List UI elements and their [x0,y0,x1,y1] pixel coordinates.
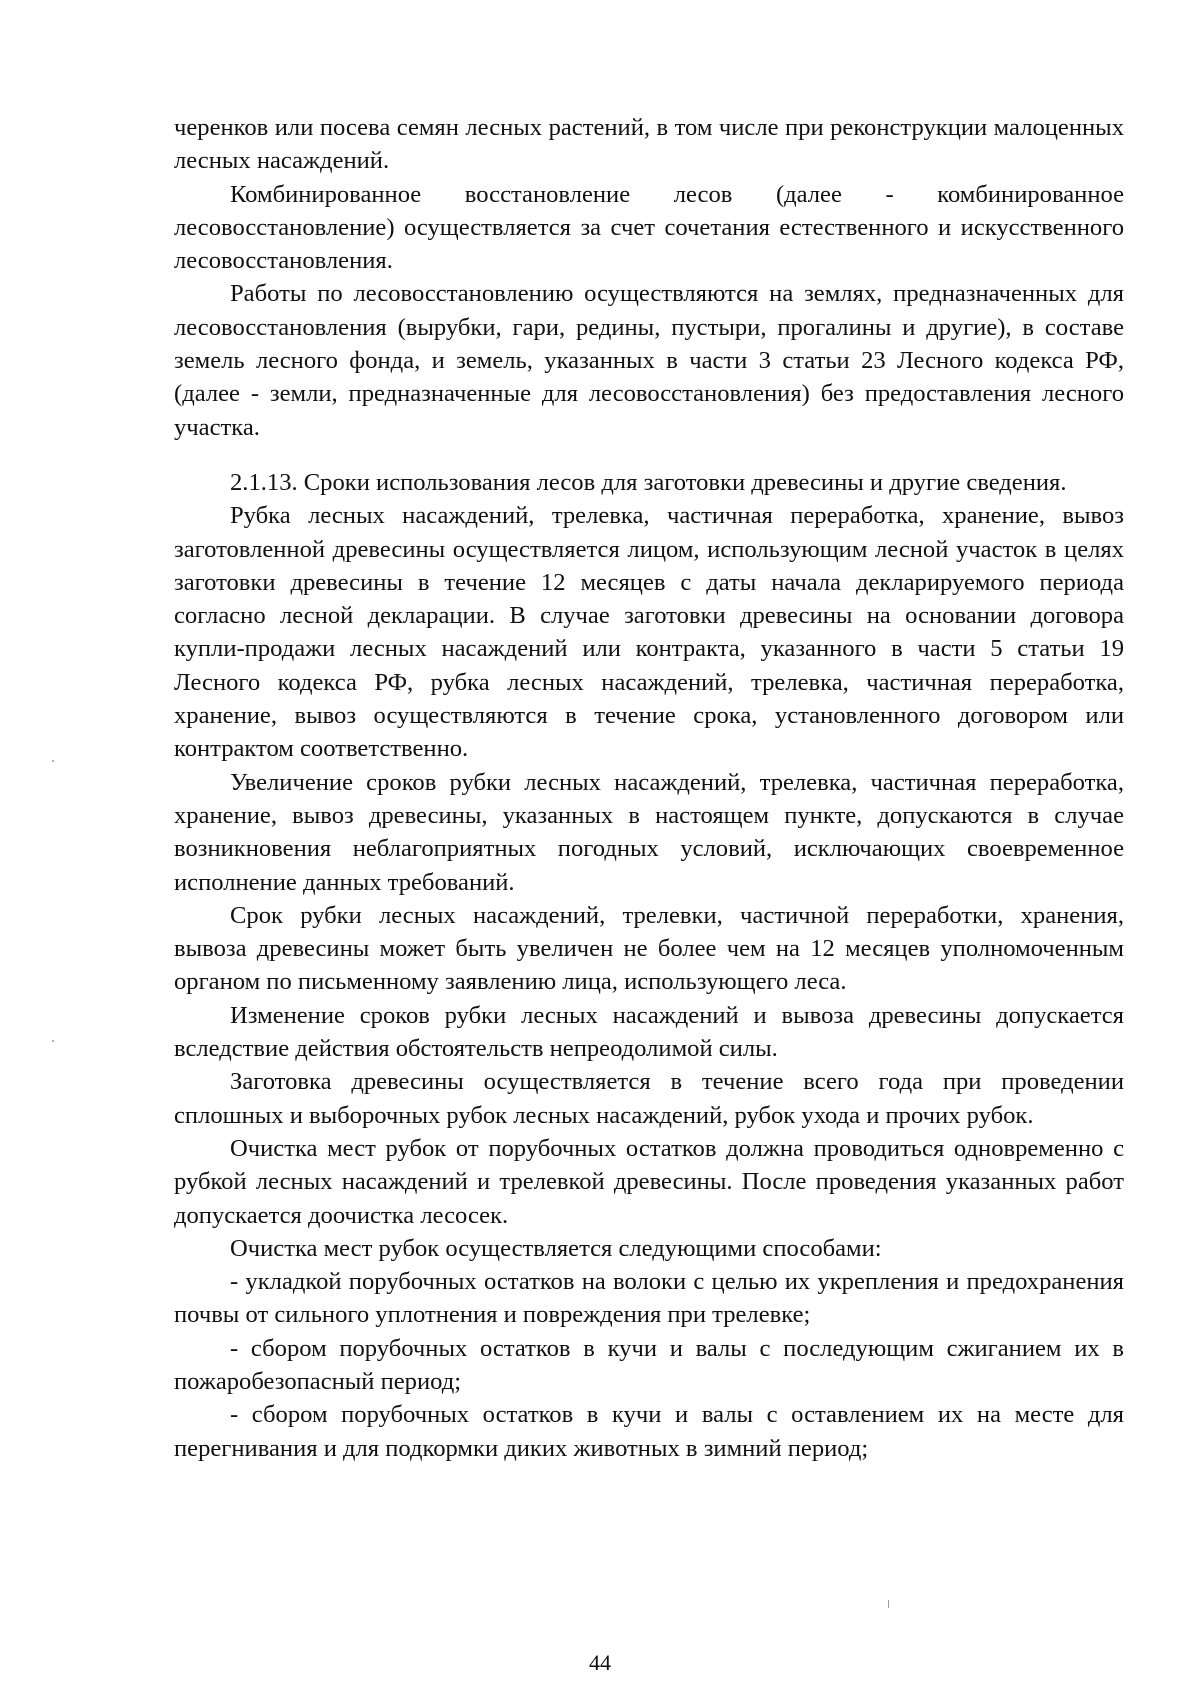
scan-speck [52,760,54,762]
list-item-method-3: - сбором порубочных остатков в кучи и валы с оставлением их на месте для перегнивания и для подкормки диких животных в зимний период; [174,1401,1124,1462]
list-item-method-1: - укладкой порубочных остатков на волоки с целью их укрепления и предохранения почвы от сильного уплотнения и повреждения при трелевке; [174,1268,1124,1329]
paragraph-combined-reforestation: Комбинированное восстановление лесов (далее - комбинированное лесовосстановление) осуществляется за счет сочетания естественного и искусственного лесовосстановления. [174,180,1124,275]
scan-speck [888,1600,889,1608]
scan-speck [52,1040,54,1042]
list-item-method-2: - сбором порубочных остатков в кучи и валы с последующим сжиганием их в пожаробезопасный период; [174,1334,1124,1395]
paragraph-force-majeure: Изменение сроков рубки лесных насаждений и вывоза древесины допускается вследствие действия обстоятельств непреодолимой силы. [174,1001,1124,1063]
paragraph-term-extension: Срок рубки лесных насаждений, трелевки, частичной переработки, хранения, вывоза древесины может быть увеличен не более чем на 12 месяцев уполномоченным органом по письменному заявлению лица, использующего леса. [174,901,1124,996]
section-heading-2-1-13: 2.1.13. Сроки использования лесов для заготовки древесины и другие сведения. [230,468,1067,496]
paragraph-continuation: черенков или посева семян лесных растений, в том числе при реконструкции малоценных лесных насаждений. [174,114,1124,175]
paragraph-reforestation-works: Работы по лесовосстановлению осуществляются на землях, предназначенных для лесовосстановления (вырубки, гари, редины, пустыри, прогалины и другие), в составе земель лесного фонда, и земель, указанных в части 3 статьи 23 Лесного кодекса РФ, (далее - земли, предназначенные для лесовосстановления) без предоставления лесного участка. [174,280,1124,441]
paragraph-term-increase: Увеличение сроков рубки лесных насаждений, трелевка, частичная переработка, хранение, вывоз древесины, указанных в настоящем пункте, допускаются в случае возникновения неблагоприятных погодных условий, исключающих своевременное исполнение данных требований. [174,768,1124,896]
page-number: 44 [589,1650,611,1675]
document-body [174,111,1124,1465]
paragraph-logging-terms: Рубка лесных насаждений, трелевка, частичная переработка, хранение, вывоз заготовленной древесины осуществляется лицом, использующим лесной участок в целях заготовки древесины в течение 12 месяцев с даты начала декларируемого периода согласно лесной декларации. В случае заготовки древесины на основании договора купли-продажи лесных насаждений или контракта, указанного в части 5 статьи 19 Лесного кодекса РФ, рубка лесных насаждений, трелевка, частичная переработка, хранение, вывоз осуществляются в течение срока, установленного договором или контрактом соответственно. [174,502,1124,763]
paragraph-site-cleaning: Очистка мест рубок от порубочных остатков должна проводиться одновременно с рубкой лесных насаждений и трелевкой древесины. После проведения указанных работ допускается доочистка лесосек. [174,1134,1124,1229]
paragraph-cleaning-methods: Очистка мест рубок осуществляется следующими способами: [230,1234,882,1262]
paragraph-harvesting-year-round: Заготовка древесины осуществляется в течение всего года при проведении сплошных и выборочных рубок лесных насаждений, рубок ухода и прочих рубок. [174,1068,1124,1129]
